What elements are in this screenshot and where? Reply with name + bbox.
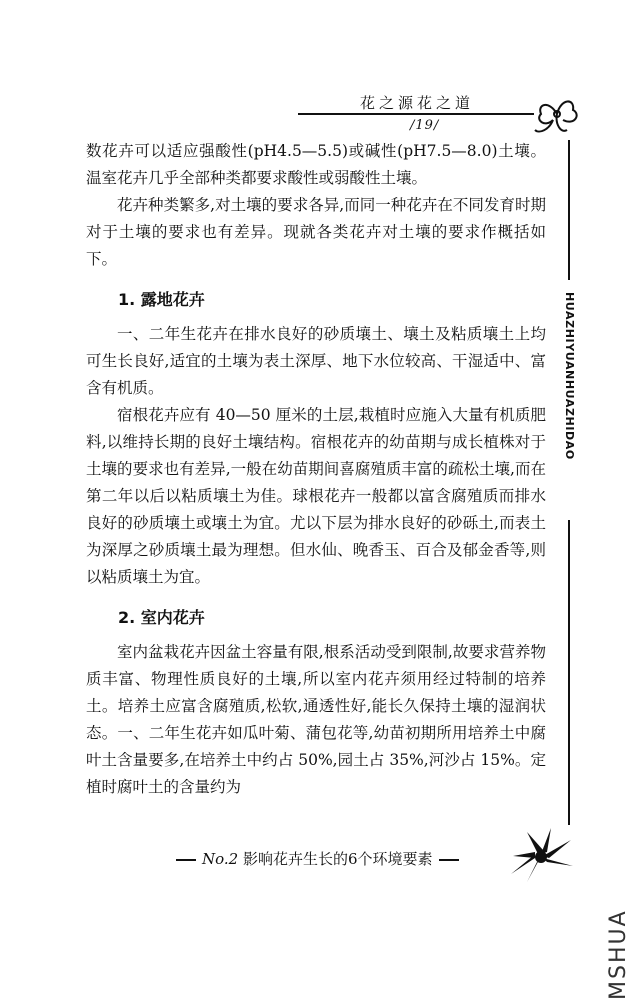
footer [170,848,510,869]
plant-ornament-icon [505,826,575,886]
side-running-title: HUAZHIYUANHUAZHIDAO [563,292,576,460]
watermark: MSHUA [606,909,631,1000]
footer-chapter-number: No.2 [202,850,239,868]
header-title: 花之源花之道 [360,94,475,112]
page-number: /19/ [410,118,440,133]
flower-ornament-icon [531,90,583,140]
paragraph-4: 宿根花卉应有 40—50 厘米的土层,栽植时应施入大量有机质肥料,以维持长期的良好土壤结构。宿根花卉的幼苗期与成长植株对于土壤的要求也有差异,一般在幼苗期间喜腐殖质丰富的疏松土壤,而在第二年以后以粘质壤土为佳。球根花卉一般都以富含腐殖质而排水良好的砂质壤土或壤土为宜。尤以下层为排水良好的砂砾土,而表土为深厚之砂质壤土最为理想。但水仙、晚香玉、百合及郁金香等,则以粘质壤土为宜。 [86,406,546,586]
paragraph-1: 数花卉可以适应强酸性(pH4.5—5.5)或碱性(pH7.5—8.0)土壤。温室花卉几乎全部种类都要求酸性或弱酸性土壤。 [86,142,546,187]
side-rule-bottom [568,520,570,825]
footer-dash-right [439,859,459,861]
paragraph-5: 室内盆栽花卉因盆土容量有限,根系活动受到限制,故要求营养物质丰富、物理性质良好的土壤,所以室内花卉须用经过特制的培养土。培养土应富含腐殖质,松软,通透性好,能长久保持土壤的湿润状态。一、二年生花卉如瓜叶菊、蒲包花等,幼苗初期所用培养土中腐叶土含量要多,在培养土中约占 50%,园土占 35%,河沙占 15%。定植时腐叶土的含量约为 [86,643,546,796]
paragraph-2: 花卉种类繁多,对土壤的要求各异,而同一种花卉在不同发育时期对于土壤的要求也有差异。现就各类花卉对土壤的要求作概括如下。 [86,196,546,268]
footer-chapter-title: 影响花卉生长的6个环境要素 [243,850,433,868]
section-heading-1: 1. 露地花卉 [118,290,205,309]
side-rule-top [568,140,570,280]
paragraph-3: 一、二年生花卉在排水良好的砂质壤土、壤土及粘质壤土上均可生长良好,适宜的土壤为表土深厚、地下水位较高、干湿适中、富含有机质。 [86,325,546,397]
footer-dash-left [176,859,196,861]
header-rule [298,113,534,115]
section-heading-2: 2. 室内花卉 [118,608,205,627]
page-body [86,138,546,801]
